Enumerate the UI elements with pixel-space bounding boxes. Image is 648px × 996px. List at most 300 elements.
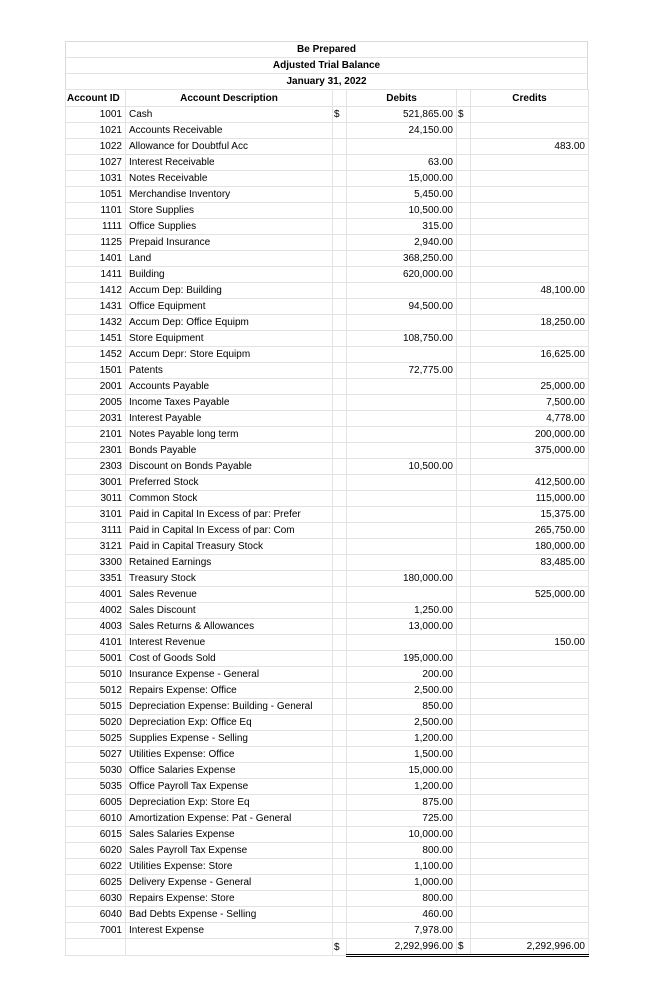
header-spacer [333, 90, 347, 107]
credit-currency [457, 331, 471, 347]
company-name: Be Prepared [65, 41, 588, 57]
account-description: Store Supplies [126, 203, 333, 219]
debit-amount: 94,500.00 [347, 299, 457, 315]
debit-currency [333, 907, 347, 923]
account-id: 3121 [66, 539, 126, 555]
credit-currency [457, 139, 471, 155]
account-description: Depreciation Exp: Store Eq [126, 795, 333, 811]
credit-currency [457, 619, 471, 635]
account-description: Accum Dep: Building [126, 283, 333, 299]
debit-amount: 620,000.00 [347, 267, 457, 283]
account-description: Interest Payable [126, 411, 333, 427]
account-description: Interest Expense [126, 923, 333, 939]
credit-amount [471, 459, 589, 475]
debit-currency [333, 283, 347, 299]
credit-currency [457, 555, 471, 571]
debit-currency [333, 715, 347, 731]
account-description: Cost of Goods Sold [126, 651, 333, 667]
account-row [66, 619, 589, 635]
account-description: Store Equipment [126, 331, 333, 347]
debit-currency [333, 171, 347, 187]
account-id: 3011 [66, 491, 126, 507]
account-description: Land [126, 251, 333, 267]
credit-currency [457, 539, 471, 555]
debit-currency [333, 267, 347, 283]
debit-currency [333, 571, 347, 587]
credit-currency [457, 875, 471, 891]
account-row [66, 411, 589, 427]
account-description: Accounts Payable [126, 379, 333, 395]
account-row [66, 523, 589, 539]
credit-currency [457, 907, 471, 923]
credit-amount [471, 667, 589, 683]
debit-amount: 10,000.00 [347, 827, 457, 843]
debit-currency [333, 795, 347, 811]
credit-currency [457, 747, 471, 763]
debit-currency [333, 491, 347, 507]
account-id: 6005 [66, 795, 126, 811]
account-row [66, 459, 589, 475]
account-row [66, 299, 589, 315]
debit-currency [333, 843, 347, 859]
debit-currency [333, 859, 347, 875]
debit-currency [333, 619, 347, 635]
account-id: 3300 [66, 555, 126, 571]
account-description: Office Equipment [126, 299, 333, 315]
credit-amount [471, 843, 589, 859]
account-description: Office Salaries Expense [126, 763, 333, 779]
credit-currency [457, 587, 471, 603]
debit-amount [347, 491, 457, 507]
account-row [66, 107, 589, 123]
debit-amount: 1,200.00 [347, 731, 457, 747]
account-id: 4101 [66, 635, 126, 651]
debit-currency [333, 203, 347, 219]
account-description: Income Taxes Payable [126, 395, 333, 411]
debit-currency [333, 459, 347, 475]
account-row [66, 363, 589, 379]
account-row [66, 347, 589, 363]
debit-currency [333, 683, 347, 699]
credit-currency [457, 763, 471, 779]
account-id: 4001 [66, 587, 126, 603]
debit-currency [333, 651, 347, 667]
credit-amount [471, 171, 589, 187]
account-id: 5020 [66, 715, 126, 731]
account-description: Depreciation Exp: Office Eq [126, 715, 333, 731]
account-description: Paid in Capital In Excess of par: Com [126, 523, 333, 539]
report-date: January 31, 2022 [65, 73, 588, 89]
account-description: Sales Discount [126, 603, 333, 619]
credit-currency [457, 667, 471, 683]
account-id: 1101 [66, 203, 126, 219]
debit-currency [333, 331, 347, 347]
credit-amount: 48,100.00 [471, 283, 589, 299]
debit-amount: 10,500.00 [347, 203, 457, 219]
account-row [66, 587, 589, 603]
account-row [66, 859, 589, 875]
account-row [66, 731, 589, 747]
debit-currency [333, 555, 347, 571]
account-row [66, 667, 589, 683]
account-description: Accum Depr: Store Equipm [126, 347, 333, 363]
account-id: 6022 [66, 859, 126, 875]
account-id: 5025 [66, 731, 126, 747]
account-row [66, 251, 589, 267]
credit-amount [471, 907, 589, 923]
debit-amount [347, 443, 457, 459]
account-id: 6040 [66, 907, 126, 923]
credit-currency [457, 475, 471, 491]
account-row [66, 827, 589, 843]
account-row [66, 891, 589, 907]
credit-currency [457, 859, 471, 875]
debit-amount [347, 283, 457, 299]
account-row [66, 443, 589, 459]
credit-amount [471, 923, 589, 939]
debit-amount [347, 139, 457, 155]
credit-amount: 150.00 [471, 635, 589, 651]
credit-currency [457, 171, 471, 187]
account-id: 1125 [66, 235, 126, 251]
credit-currency [457, 219, 471, 235]
credit-amount [471, 731, 589, 747]
debit-currency [333, 363, 347, 379]
total-debits: 2,292,996.00 [347, 939, 457, 956]
debit-currency [333, 315, 347, 331]
debit-currency [333, 251, 347, 267]
debit-amount: 13,000.00 [347, 619, 457, 635]
debit-amount: 15,000.00 [347, 171, 457, 187]
account-id: 5010 [66, 667, 126, 683]
credit-amount: 412,500.00 [471, 475, 589, 491]
account-id: 6020 [66, 843, 126, 859]
debit-amount [347, 379, 457, 395]
account-row [66, 203, 589, 219]
debit-currency [333, 427, 347, 443]
credit-amount [471, 187, 589, 203]
credit-currency [457, 779, 471, 795]
account-row [66, 683, 589, 699]
credit-currency [457, 699, 471, 715]
account-description: Office Payroll Tax Expense [126, 779, 333, 795]
account-description: Interest Receivable [126, 155, 333, 171]
account-row [66, 571, 589, 587]
account-description: Depreciation Expense: Building - General [126, 699, 333, 715]
credit-amount [471, 363, 589, 379]
credit-amount [471, 795, 589, 811]
credit-amount [471, 779, 589, 795]
debit-currency [333, 699, 347, 715]
credit-amount [471, 123, 589, 139]
debit-amount: 15,000.00 [347, 763, 457, 779]
credit-amount [471, 251, 589, 267]
account-row [66, 187, 589, 203]
column-header-row [66, 90, 589, 107]
account-description: Amortization Expense: Pat - General [126, 811, 333, 827]
debit-currency [333, 475, 347, 491]
account-row [66, 123, 589, 139]
header-account-id: Account ID [66, 90, 126, 107]
credit-currency [457, 923, 471, 939]
credit-amount: 25,000.00 [471, 379, 589, 395]
account-id: 6010 [66, 811, 126, 827]
debit-currency [333, 235, 347, 251]
debit-amount [347, 539, 457, 555]
account-id: 1051 [66, 187, 126, 203]
credit-amount [471, 267, 589, 283]
debit-amount: 200.00 [347, 667, 457, 683]
credit-currency [457, 523, 471, 539]
account-row [66, 795, 589, 811]
account-rows [66, 107, 589, 939]
debit-amount [347, 475, 457, 491]
account-id: 2301 [66, 443, 126, 459]
account-row [66, 843, 589, 859]
report-title: Adjusted Trial Balance [65, 57, 588, 73]
debit-amount: 1,500.00 [347, 747, 457, 763]
credit-currency [457, 795, 471, 811]
credit-amount [471, 715, 589, 731]
account-row [66, 267, 589, 283]
account-row [66, 603, 589, 619]
account-id: 1111 [66, 219, 126, 235]
account-id: 2101 [66, 427, 126, 443]
credit-currency [457, 315, 471, 331]
account-id: 1431 [66, 299, 126, 315]
credit-amount [471, 235, 589, 251]
debit-currency [333, 139, 347, 155]
debit-amount: 460.00 [347, 907, 457, 923]
total-credits: 2,292,996.00 [471, 939, 589, 956]
account-description: Patents [126, 363, 333, 379]
account-description: Sales Returns & Allowances [126, 619, 333, 635]
account-description: Sales Payroll Tax Expense [126, 843, 333, 859]
account-id: 3101 [66, 507, 126, 523]
credit-currency [457, 411, 471, 427]
credit-amount [471, 763, 589, 779]
debit-currency [333, 891, 347, 907]
debit-amount: 7,978.00 [347, 923, 457, 939]
credit-amount [471, 651, 589, 667]
credit-currency [457, 395, 471, 411]
header-debits: Debits [347, 90, 457, 107]
debit-amount: 180,000.00 [347, 571, 457, 587]
account-id: 4002 [66, 603, 126, 619]
account-row [66, 395, 589, 411]
debit-amount: 195,000.00 [347, 651, 457, 667]
credit-currency [457, 283, 471, 299]
account-id: 2001 [66, 379, 126, 395]
debit-currency [333, 635, 347, 651]
account-id: 6025 [66, 875, 126, 891]
account-description: Repairs Expense: Office [126, 683, 333, 699]
debit-currency [333, 379, 347, 395]
debit-amount [347, 555, 457, 571]
account-description: Merchandise Inventory [126, 187, 333, 203]
trial-balance-sheet [65, 41, 588, 957]
debit-currency [333, 875, 347, 891]
credit-amount [471, 219, 589, 235]
account-description: Bonds Payable [126, 443, 333, 459]
credit-currency [457, 363, 471, 379]
account-row [66, 219, 589, 235]
credit-amount: 483.00 [471, 139, 589, 155]
account-id: 7001 [66, 923, 126, 939]
credit-amount: 375,000.00 [471, 443, 589, 459]
credit-amount: 4,778.00 [471, 411, 589, 427]
account-id: 3111 [66, 523, 126, 539]
credit-amount: 16,625.00 [471, 347, 589, 363]
credit-currency [457, 155, 471, 171]
credit-amount [471, 331, 589, 347]
credit-amount: 180,000.00 [471, 539, 589, 555]
debit-amount: 24,150.00 [347, 123, 457, 139]
trial-balance-table [65, 89, 589, 957]
credit-amount: 200,000.00 [471, 427, 589, 443]
credit-amount: 15,375.00 [471, 507, 589, 523]
account-id: 5015 [66, 699, 126, 715]
debit-amount: 108,750.00 [347, 331, 457, 347]
credit-currency [457, 827, 471, 843]
debit-amount: 2,940.00 [347, 235, 457, 251]
debit-amount: 10,500.00 [347, 459, 457, 475]
credit-currency [457, 187, 471, 203]
account-id: 5027 [66, 747, 126, 763]
account-id: 1452 [66, 347, 126, 363]
debit-amount [347, 411, 457, 427]
account-id: 1022 [66, 139, 126, 155]
account-description: Delivery Expense - General [126, 875, 333, 891]
account-description: Supplies Expense - Selling [126, 731, 333, 747]
credit-currency [457, 443, 471, 459]
debit-currency [333, 155, 347, 171]
debit-amount: 72,775.00 [347, 363, 457, 379]
account-row [66, 155, 589, 171]
account-row [66, 651, 589, 667]
account-id: 1432 [66, 315, 126, 331]
debit-currency [333, 923, 347, 939]
account-row [66, 555, 589, 571]
account-row [66, 171, 589, 187]
credit-currency: $ [457, 107, 471, 123]
account-row [66, 507, 589, 523]
account-description: Accounts Receivable [126, 123, 333, 139]
credit-currency [457, 811, 471, 827]
credit-currency [457, 347, 471, 363]
debit-currency [333, 603, 347, 619]
account-description: Prepaid Insurance [126, 235, 333, 251]
account-row [66, 715, 589, 731]
credit-amount [471, 891, 589, 907]
account-id: 3001 [66, 475, 126, 491]
debit-currency [333, 299, 347, 315]
account-description: Paid in Capital In Excess of par: Prefer [126, 507, 333, 523]
account-id: 2031 [66, 411, 126, 427]
account-row [66, 907, 589, 923]
credit-amount: 115,000.00 [471, 491, 589, 507]
account-row [66, 811, 589, 827]
total-debit-currency: $ [333, 939, 347, 956]
account-id: 4003 [66, 619, 126, 635]
credit-currency [457, 123, 471, 139]
debit-amount [347, 635, 457, 651]
credit-currency [457, 459, 471, 475]
credit-amount [471, 875, 589, 891]
debit-amount: 1,250.00 [347, 603, 457, 619]
debit-currency [333, 395, 347, 411]
credit-currency [457, 203, 471, 219]
debit-currency [333, 347, 347, 363]
debit-currency: $ [333, 107, 347, 123]
account-id: 1401 [66, 251, 126, 267]
account-description: Interest Revenue [126, 635, 333, 651]
debit-amount: 5,450.00 [347, 187, 457, 203]
account-row [66, 379, 589, 395]
debit-amount: 725.00 [347, 811, 457, 827]
account-row [66, 491, 589, 507]
account-id: 1021 [66, 123, 126, 139]
account-id: 1027 [66, 155, 126, 171]
account-id: 1411 [66, 267, 126, 283]
debit-amount: 521,865.00 [347, 107, 457, 123]
account-id: 3351 [66, 571, 126, 587]
account-id: 2005 [66, 395, 126, 411]
account-row [66, 283, 589, 299]
account-id: 5030 [66, 763, 126, 779]
credit-amount [471, 683, 589, 699]
credit-amount [471, 699, 589, 715]
account-description: Preferred Stock [126, 475, 333, 491]
account-description: Notes Receivable [126, 171, 333, 187]
debit-currency [333, 187, 347, 203]
debit-amount [347, 315, 457, 331]
credit-currency [457, 715, 471, 731]
credit-amount [471, 859, 589, 875]
credit-amount [471, 571, 589, 587]
total-credit-currency: $ [457, 939, 471, 956]
debit-amount: 1,000.00 [347, 875, 457, 891]
account-description: Common Stock [126, 491, 333, 507]
credit-amount [471, 827, 589, 843]
account-id: 5001 [66, 651, 126, 667]
account-description: Sales Salaries Expense [126, 827, 333, 843]
debit-amount: 2,500.00 [347, 715, 457, 731]
account-id: 5012 [66, 683, 126, 699]
header-credits: Credits [471, 90, 589, 107]
debit-amount [347, 347, 457, 363]
debit-currency [333, 123, 347, 139]
header-spacer [457, 90, 471, 107]
credit-amount [471, 299, 589, 315]
credit-amount [471, 107, 589, 123]
debit-currency [333, 507, 347, 523]
debit-amount: 800.00 [347, 843, 457, 859]
debit-amount [347, 523, 457, 539]
credit-currency [457, 603, 471, 619]
credit-amount: 7,500.00 [471, 395, 589, 411]
account-description: Retained Earnings [126, 555, 333, 571]
credit-currency [457, 251, 471, 267]
header-account-description: Account Description [126, 90, 333, 107]
account-id: 6015 [66, 827, 126, 843]
credit-currency [457, 427, 471, 443]
account-id: 5035 [66, 779, 126, 795]
credit-amount [471, 811, 589, 827]
account-row [66, 539, 589, 555]
credit-currency [457, 235, 471, 251]
account-id: 1501 [66, 363, 126, 379]
